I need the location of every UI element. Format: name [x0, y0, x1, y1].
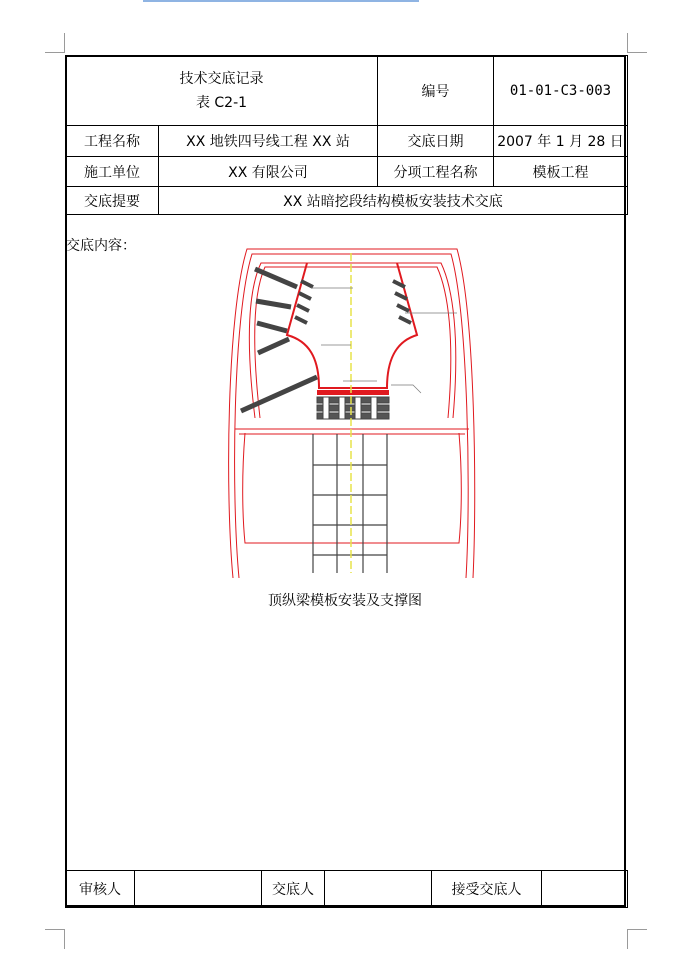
date-value: 2007 年 1 月 28 日 — [494, 126, 628, 157]
reviewer-label: 审核人 — [66, 871, 135, 908]
summary-label: 交底提要 — [66, 187, 159, 215]
crop-mark — [45, 929, 65, 930]
bottom-formwork — [317, 390, 389, 419]
construction-unit-value: XX 有限公司 — [159, 157, 378, 187]
number-label: 编号 — [378, 56, 494, 126]
crop-mark — [627, 929, 647, 930]
project-name-value: XX 地铁四号线工程 XX 站 — [159, 126, 378, 157]
lower-section — [235, 429, 469, 543]
construction-unit-label: 施工单位 — [66, 157, 159, 187]
scaffolding — [313, 434, 387, 573]
content-label: 交底内容： — [66, 238, 136, 254]
crop-mark — [45, 52, 65, 53]
project-name-label: 工程名称 — [66, 126, 159, 157]
crop-mark — [64, 929, 65, 949]
crop-mark — [64, 33, 65, 53]
reviewer-signature-field[interactable] — [135, 871, 262, 908]
ruler-line — [143, 0, 419, 2]
discloser-signature-field[interactable] — [325, 871, 432, 908]
crop-mark — [627, 929, 628, 949]
sub-project-value: 模板工程 — [494, 157, 628, 187]
discloser-label: 交底人 — [262, 871, 325, 908]
crop-mark — [627, 33, 628, 53]
form-title-line1: 技术交底记录 — [179, 70, 264, 87]
figure-caption: 顶纵梁模板安装及支撑图 — [268, 593, 422, 609]
sub-project-label: 分项工程名称 — [378, 157, 494, 187]
summary-value: XX 站暗挖段结构模板安装技术交底 — [159, 187, 628, 215]
receiver-label: 接受交底人 — [432, 871, 542, 908]
crop-mark — [627, 52, 647, 53]
annotation-leaders — [311, 288, 457, 393]
form-title — [66, 56, 378, 126]
signature-table — [65, 870, 628, 908]
date-label: 交底日期 — [378, 126, 494, 157]
number-value: 01-01-C3-003 — [494, 56, 628, 126]
form-title-line2: 表 C2-1 — [195, 94, 248, 111]
formwork-support-diagram — [225, 243, 477, 580]
record-header-table — [65, 55, 628, 215]
receiver-signature-field[interactable] — [542, 871, 628, 908]
haunch-hatching — [295, 281, 411, 323]
